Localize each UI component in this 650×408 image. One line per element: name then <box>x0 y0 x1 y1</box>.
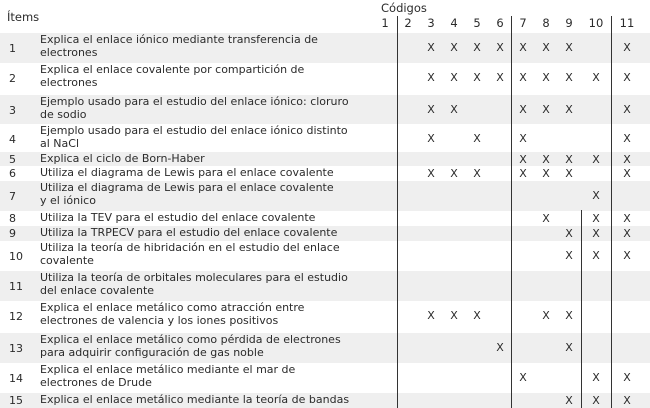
item-description: Utiliza el diagrama de Lewis para el enlace covalente y el iónico <box>40 181 334 207</box>
column-header-2: 2 <box>404 16 412 30</box>
code-mark-9: X <box>565 103 573 116</box>
code-mark-8: X <box>542 71 550 84</box>
code-mark-11: X <box>623 249 631 262</box>
table-row <box>0 33 650 63</box>
code-mark-11: X <box>623 153 631 166</box>
code-mark-11: X <box>623 371 631 384</box>
item-number: 15 <box>9 394 23 407</box>
column-header-9: 9 <box>565 16 573 30</box>
code-mark-9: X <box>565 167 573 180</box>
code-mark-5: X <box>473 71 481 84</box>
code-mark-7: X <box>519 153 527 166</box>
code-mark-7: X <box>519 41 527 54</box>
code-mark-8: X <box>542 103 550 116</box>
code-mark-9: X <box>565 249 573 262</box>
item-description: Utiliza la TRPECV para el estudio del enlace covalente <box>40 226 338 239</box>
code-mark-5: X <box>473 167 481 180</box>
code-mark-5: X <box>473 309 481 322</box>
codes-header: Códigos <box>381 1 427 15</box>
table-row <box>0 363 650 393</box>
code-mark-9: X <box>565 309 573 322</box>
column-header-4: 4 <box>450 16 458 30</box>
table-row <box>0 226 650 241</box>
code-mark-11: X <box>623 71 631 84</box>
column-header-7: 7 <box>519 16 527 30</box>
item-description: Explica el enlace metálico como atracción entre electrones de valencia y los iones positivos <box>40 301 305 327</box>
code-mark-3: X <box>427 167 435 180</box>
column-header-5: 5 <box>473 16 481 30</box>
item-description: Ejemplo usado para el estudio del enlace iónico distinto al NaCl <box>40 124 348 150</box>
table-row <box>0 211 650 226</box>
item-number: 12 <box>9 310 23 323</box>
code-mark-5: X <box>473 41 481 54</box>
table-row <box>0 241 650 271</box>
table-row <box>0 333 650 363</box>
code-mark-8: X <box>542 167 550 180</box>
code-mark-7: X <box>519 167 527 180</box>
table-row <box>0 271 650 301</box>
item-description: Utiliza la teoría de orbitales moleculares para el estudio del enlace covalente <box>40 271 348 297</box>
item-description: Explica el enlace metálico mediante el mar de electrones de Drude <box>40 363 296 389</box>
item-number: 14 <box>9 372 23 385</box>
code-mark-5: X <box>473 132 481 145</box>
code-mark-6: X <box>496 71 504 84</box>
code-mark-9: X <box>565 227 573 240</box>
code-mark-11: X <box>623 167 631 180</box>
table-row <box>0 63 650 95</box>
table-row <box>0 152 650 166</box>
code-mark-6: X <box>496 41 504 54</box>
code-mark-9: X <box>565 153 573 166</box>
code-mark-10: X <box>592 249 600 262</box>
code-mark-7: X <box>519 71 527 84</box>
code-mark-10: X <box>592 227 600 240</box>
code-mark-7: X <box>519 371 527 384</box>
code-mark-10: X <box>592 371 600 384</box>
item-description: Utiliza la TEV para el estudio del enlace covalente <box>40 211 316 224</box>
item-description: Explica el ciclo de Born-Haber <box>40 152 205 165</box>
item-number: 2 <box>9 72 16 85</box>
code-mark-10: X <box>592 153 600 166</box>
table-row <box>0 95 650 124</box>
item-description: Explica el enlace metálico como pérdida de electrones para adquirir configuración de gas noble <box>40 333 341 359</box>
code-mark-11: X <box>623 132 631 145</box>
code-mark-6: X <box>496 341 504 354</box>
column-header-10: 10 <box>588 16 604 30</box>
code-mark-7: X <box>519 132 527 145</box>
table-row <box>0 393 650 408</box>
code-mark-3: X <box>427 41 435 54</box>
code-mark-11: X <box>623 227 631 240</box>
code-mark-8: X <box>542 309 550 322</box>
code-mark-9: X <box>565 41 573 54</box>
code-mark-4: X <box>450 41 458 54</box>
code-mark-3: X <box>427 71 435 84</box>
code-mark-11: X <box>623 394 631 407</box>
column-divider <box>611 16 612 408</box>
code-mark-10: X <box>592 189 600 202</box>
code-mark-3: X <box>427 132 435 145</box>
item-number: 7 <box>9 190 16 203</box>
item-number: 9 <box>9 227 16 240</box>
code-mark-11: X <box>623 212 631 225</box>
column-header-6: 6 <box>496 16 504 30</box>
column-divider <box>397 16 398 408</box>
column-header-1: 1 <box>381 16 389 30</box>
code-mark-7: X <box>519 103 527 116</box>
code-mark-4: X <box>450 71 458 84</box>
item-description: Utiliza la teoría de hibridación en el estudio del enlace covalente <box>40 241 340 267</box>
item-description: Explica el enlace covalente por compartición de electrones <box>40 63 305 89</box>
item-number: 11 <box>9 280 23 293</box>
code-mark-9: X <box>565 341 573 354</box>
item-description: Utiliza el diagrama de Lewis para el enlace covalente <box>40 166 334 179</box>
table-row <box>0 301 650 333</box>
code-mark-8: X <box>542 41 550 54</box>
column-header-3: 3 <box>427 16 435 30</box>
item-description: Explica el enlace iónico mediante transferencia de electrones <box>40 33 318 59</box>
code-mark-8: X <box>542 212 550 225</box>
column-header-8: 8 <box>542 16 550 30</box>
item-number: 3 <box>9 104 16 117</box>
code-mark-4: X <box>450 103 458 116</box>
item-number: 13 <box>9 342 23 355</box>
table-row <box>0 124 650 152</box>
items-header: Ítems <box>7 10 40 24</box>
column-divider <box>581 210 582 408</box>
code-mark-11: X <box>623 41 631 54</box>
item-number: 10 <box>9 250 23 263</box>
code-mark-4: X <box>450 309 458 322</box>
item-number: 1 <box>9 42 16 55</box>
code-mark-3: X <box>427 103 435 116</box>
code-mark-8: X <box>542 153 550 166</box>
code-mark-11: X <box>623 103 631 116</box>
code-mark-9: X <box>565 71 573 84</box>
column-divider <box>511 16 512 408</box>
table-row <box>0 181 650 211</box>
code-mark-4: X <box>450 167 458 180</box>
code-mark-10: X <box>592 394 600 407</box>
item-description: Explica el enlace metálico mediante la teoría de bandas <box>40 393 350 406</box>
code-mark-9: X <box>565 394 573 407</box>
item-number: 6 <box>9 167 16 180</box>
item-number: 5 <box>9 153 16 166</box>
column-header-11: 11 <box>619 16 635 30</box>
item-number: 4 <box>9 133 16 146</box>
table-row <box>0 166 650 181</box>
code-mark-3: X <box>427 309 435 322</box>
code-mark-10: X <box>592 212 600 225</box>
item-description: Ejemplo usado para el estudio del enlace iónico: cloruro de sodio <box>40 95 349 121</box>
item-number: 8 <box>9 212 16 225</box>
code-mark-10: X <box>592 71 600 84</box>
